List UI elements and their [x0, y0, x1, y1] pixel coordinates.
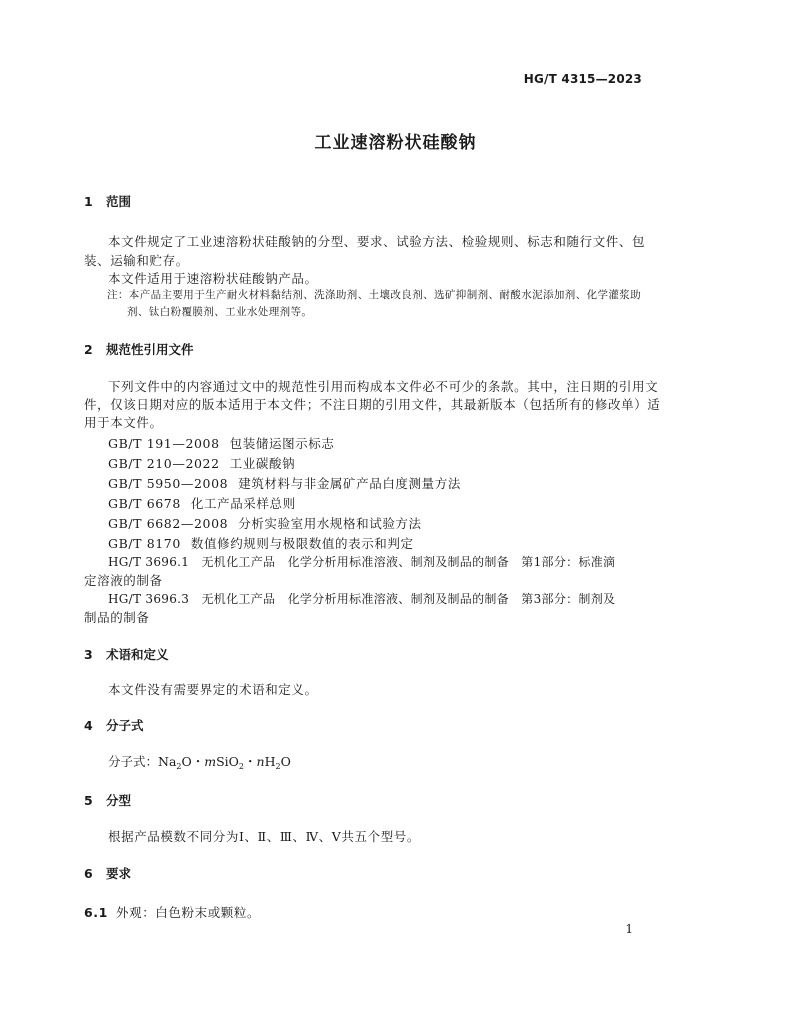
formula-part: O [280, 754, 291, 769]
formula-variable: m [204, 754, 217, 769]
section-5-heading [84, 791, 131, 809]
formula-variable: n [256, 754, 265, 769]
reference-title: 包装储运图示标志 [229, 436, 335, 451]
s3-body: 本文件没有需要界定的术语和定义。 [108, 682, 318, 697]
reference-item [108, 434, 334, 452]
reference-title: 建筑材料与非金属矿产品白度测量方法 [238, 476, 461, 491]
reference-title: 化工产品采样总则 [190, 496, 296, 511]
formula-subscript: 2 [176, 762, 182, 771]
section-number: 6 [84, 866, 93, 881]
formula-part: H [264, 754, 276, 769]
reference-item [108, 454, 295, 472]
s1-scope-paragraph: 本文件适用于速溶粉状硅酸钠产品。 [108, 271, 318, 286]
reference-code: GB/T 5950—2008 [108, 476, 229, 491]
reference-code: GB/T 6682—2008 [108, 516, 229, 531]
s1-note-line: 剂、钛白粉覆膜剂、工业水处理剂等。 [127, 306, 313, 318]
reference-title: 工业碳酸钠 [229, 456, 296, 471]
section-number: 3 [84, 647, 93, 662]
s2-intro-line: 用于本文件。 [84, 415, 163, 430]
molecular-formula [108, 752, 291, 771]
formula-part: Na [158, 754, 177, 769]
section-title: 规范性引用文件 [106, 342, 194, 357]
section-title: 要求 [106, 866, 132, 881]
reference-item [108, 534, 414, 552]
section-number: 5 [84, 793, 93, 808]
s2-intro-line: 下列文件中的内容通过文中的规范性引用而构成本文件必不可少的条款。其中，注日期的引用文 [108, 379, 659, 394]
reference-item-continuation: 定溶液的制备 [84, 573, 163, 588]
reference-item: HG/T 3696.3 无机化工产品 化学分析用标准溶液、制剂及制品的制备 第3部分：制剂及 [108, 592, 616, 606]
section-title: 术语和定义 [106, 647, 169, 662]
reference-code: GB/T 6678 [108, 496, 181, 511]
reference-item [108, 494, 296, 512]
section-title: 范围 [106, 194, 132, 209]
document-title: 工业速溶粉状硅酸钠 [314, 133, 477, 153]
reference-code: GB/T 210—2022 [108, 456, 220, 471]
formula-part: ・ [244, 754, 257, 769]
subsection-number: 6.1 [84, 905, 108, 920]
section-3-heading [84, 645, 169, 663]
section-title: 分子式 [106, 718, 144, 733]
s1-paragraph-line: 装、运输和贮存。 [84, 253, 189, 268]
reference-item-continuation: 制品的制备 [84, 610, 150, 625]
s1-note-line: 注：本产品主要用于生产耐火材料黏结剂、洗涤助剂、土壤改良剂、选矿抑制剂、耐酸水泥添加剂、化学灌浆助 [107, 289, 642, 301]
reference-title: 数值修约规则与极限数值的表示和判定 [190, 536, 414, 551]
page-number: 1 [625, 922, 633, 936]
section-title: 分型 [106, 793, 132, 808]
reference-item [108, 474, 461, 492]
formula-part: O・ [181, 754, 205, 769]
reference-code: GB/T 191—2008 [108, 436, 220, 451]
section-number: 1 [84, 194, 93, 209]
section-2-heading [84, 340, 194, 358]
reference-item: HG/T 3696.1 无机化工产品 化学分析用标准溶液、制剂及制品的制备 第1部分：标准滴 [108, 555, 616, 569]
formula-subscript: 2 [238, 762, 245, 771]
reference-item [108, 514, 422, 532]
section-number: 2 [84, 342, 93, 357]
s2-intro-line: 件，仅该日期对应的版本适用于本文件；不注日期的引用文件，其最新版本（包括所有的修改单）适 [84, 397, 661, 412]
formula-subscript: 2 [275, 762, 281, 771]
s1-paragraph-line: 本文件规定了工业速溶粉状硅酸钠的分型、要求、试验方法、检验规则、标志和随行文件、包 [108, 234, 646, 249]
section-1-heading [84, 192, 131, 210]
section-6-heading [84, 864, 131, 882]
document-number: HG/T 4315—2023 [523, 72, 642, 86]
formula-part: SiO [216, 754, 239, 769]
subsection-6-1 [84, 903, 260, 921]
section-number: 4 [84, 718, 93, 733]
reference-title: 分析实验室用水规格和试验方法 [238, 516, 422, 531]
reference-code: GB/T 8170 [108, 536, 181, 551]
section-4-heading [84, 716, 144, 734]
subsection-text: 外观：白色粉末或颗粒。 [116, 905, 261, 920]
s5-body: 根据产品模数不同分为Ⅰ、Ⅱ、Ⅲ、Ⅳ、Ⅴ共五个型号。 [108, 829, 421, 844]
formula-label: 分子式： [108, 754, 159, 769]
